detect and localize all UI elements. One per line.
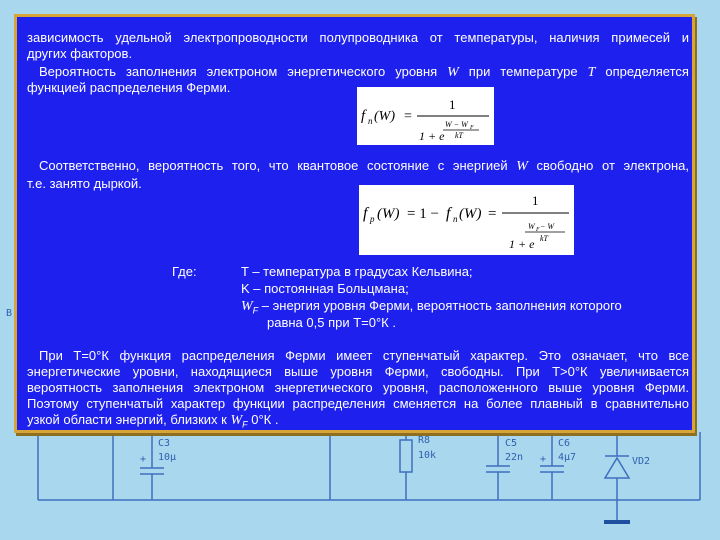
closing-line1: При Т=0°К функция распределения Ферми имеет ступенчатый характер. Это означает, что все [39, 348, 689, 363]
formula-f2: f [446, 205, 451, 222]
c5-name: C5 [505, 438, 518, 449]
formula-f2-sub: n [453, 214, 458, 224]
paragraph-hole-line2: т.е. занято дыркой. [27, 176, 142, 191]
c3-value: 10μ [158, 452, 177, 463]
formula-exp-den: kT [455, 131, 463, 140]
r8-resistor [400, 440, 412, 472]
variable-w: W [447, 65, 459, 80]
symbol: W [230, 413, 243, 428]
symbol: W [241, 299, 253, 314]
formula-lhs: f [363, 205, 368, 222]
formula-numerator: 1 [532, 193, 539, 208]
formula-arg2: (W) [459, 206, 482, 222]
c3-name: C3 [158, 438, 171, 449]
formula-exp-num-sub: F [470, 125, 474, 131]
formula-lhs-sub: p [370, 214, 375, 224]
formula-exp-num: W − W [445, 120, 468, 129]
definition: – энергия уровня Ферми, вероятность заполнения которого [258, 298, 622, 313]
paragraph-intro-line2: других факторов. [27, 46, 133, 61]
formula-lhs-sub: n [368, 116, 373, 126]
formula-minus: = 1 − [407, 206, 439, 222]
formula-exp-den: kT [540, 234, 548, 243]
text: 0°К . [247, 412, 279, 427]
symbol-sub: F [242, 419, 248, 430]
closing-line4: Поэтому ступенчатый характер функции распределения сменяется на более плавный в сравнительно [27, 396, 689, 411]
c6-value: 4μ7 [558, 452, 577, 463]
formula-exp-num-sub: F [536, 227, 540, 233]
definition: – температура в градусах Кельвина; [248, 264, 473, 279]
paragraph-probability-line1 [39, 64, 689, 81]
fermi-formula [357, 87, 494, 145]
closing-line5 [27, 412, 278, 433]
c6-plus: + [540, 454, 547, 465]
c3-plus: + [140, 454, 147, 465]
paragraph-probability-line2: функцией распределения Ферми. [27, 80, 231, 95]
c5-value: 22n [505, 452, 524, 463]
formula-numerator: 1 [449, 97, 456, 112]
r8-name: R8 [418, 435, 431, 446]
symbol: T [241, 264, 249, 279]
formula-den: 1 + e [419, 129, 445, 143]
definition: – постоянная Больцмана; [249, 281, 409, 296]
text: определяется [605, 64, 689, 79]
paragraph-hole-line1 [39, 158, 689, 175]
symbol: K [241, 281, 250, 296]
hole-probability-formula [359, 185, 574, 255]
text: при температуре [468, 64, 578, 79]
formula-arg: (W) [374, 109, 395, 124]
variable-w: W [516, 159, 528, 174]
text: свободно от электрона, [536, 158, 689, 173]
formula-den: 1 + e [509, 237, 535, 251]
formula-arg: (W) [377, 206, 400, 222]
vd2-diode-symbol [605, 458, 629, 478]
r8-value: 10k [418, 450, 437, 461]
where-label: Где: [172, 264, 197, 279]
closing-line3: вероятность заполнения электроном энергетического уровня, расположенного выше уровня Ферми. [27, 380, 689, 395]
content-slide [14, 14, 695, 433]
text: узкой области энергий, близких к [27, 412, 227, 427]
where-item-t [241, 264, 473, 280]
formula-equals: = [488, 206, 497, 222]
circuit-left-letter: B [6, 308, 13, 319]
where-item-k [241, 281, 409, 297]
where-item-wf-cont: равна 0,5 при Т=0°К . [267, 315, 396, 330]
paragraph-intro-line1: зависимость удельной электропроводности полупроводника от температуры, наличия примесей и [27, 30, 689, 45]
text: Соответственно, вероятность того, что квантовое состояние с энергией [39, 158, 508, 173]
c6-name: C6 [558, 438, 571, 449]
formula-lhs: f [361, 108, 366, 124]
formula-exp-num-b: − W [540, 222, 555, 231]
formula-equals: = [404, 109, 412, 124]
variable-t: T [587, 65, 596, 80]
text: Вероятность заполнения электроном энергетического уровня [39, 64, 438, 79]
closing-line2: энергетические уровни, находящиеся выше уровня Ферми, свободны. При Т>0°К увеличивается [27, 364, 689, 379]
formula-exp-num: W [528, 222, 535, 231]
vd2-name: VD2 [632, 456, 651, 467]
symbol-sub: F [252, 305, 259, 316]
